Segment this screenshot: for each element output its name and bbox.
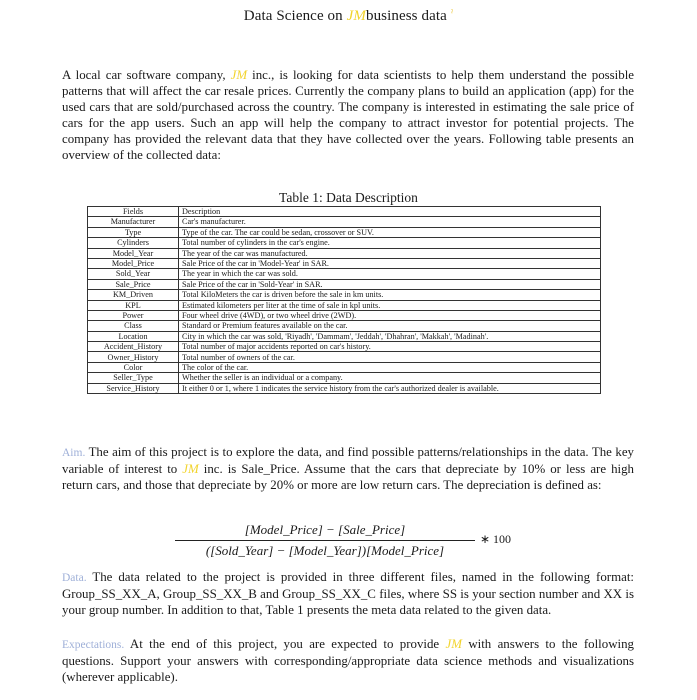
data-paragraph xyxy=(62,569,634,618)
title-suffix: business data xyxy=(365,8,447,24)
table-row xyxy=(88,248,601,258)
field-cell: KM_Driven xyxy=(88,290,179,300)
data-description-table xyxy=(87,206,601,394)
field-cell: Accident_History xyxy=(88,342,179,352)
description-cell: Type of the car. The car could be sedan, crossover or SUV. xyxy=(179,227,601,237)
description-cell: Total number of owners of the car. xyxy=(179,352,601,362)
field-cell: Cylinders xyxy=(88,238,179,248)
field-cell: Sale_Price xyxy=(88,279,179,289)
data-text: The data related to the project is provided in three different files, named in the following format: Group_SS_XX_A, Group_SS_XX_B and Group_SS_XX_C files, where SS is your section number and XX is your group number. In addition to that, Table 1 presents the meta data related to the given data. xyxy=(62,570,634,618)
expectations-paragraph xyxy=(62,636,634,685)
description-cell: It either 0 or 1, where 1 indicates the service history from the car's authorized dealer is available. xyxy=(179,383,601,393)
data-label: Data. xyxy=(62,572,87,584)
title-prefix: Data Science on xyxy=(243,8,343,24)
field-cell: Color xyxy=(88,362,179,372)
table-row xyxy=(88,373,601,383)
jm-highlight: JM xyxy=(182,462,199,477)
table-row xyxy=(88,342,601,352)
sparkle-icon: ˀ xyxy=(450,8,454,18)
intro-paragraph xyxy=(62,67,634,164)
formula-multiplier: ∗ 100 xyxy=(480,532,512,546)
header-fields: Fields xyxy=(88,207,179,217)
intro-text-1: A local car software company, xyxy=(62,68,226,82)
table-row xyxy=(88,217,601,227)
table-row xyxy=(88,331,601,341)
field-cell: Manufacturer xyxy=(88,217,179,227)
table-row xyxy=(88,269,601,279)
jm-highlight: JM xyxy=(445,637,462,651)
table-row xyxy=(88,362,601,372)
field-cell: Sold_Year xyxy=(88,269,179,279)
description-cell: Car's manufacturer. xyxy=(179,217,601,227)
field-cell: Model_Price xyxy=(88,258,179,268)
formula-numerator: [Model_Price] − [Sale_Price] xyxy=(244,522,406,537)
table-row xyxy=(88,258,601,268)
table-row xyxy=(88,300,601,310)
field-cell: KPL xyxy=(88,300,179,310)
field-cell: Service_History xyxy=(88,383,179,393)
table-row xyxy=(88,310,601,320)
description-cell: Sale Price of the car in 'Sold-Year' in SAR. xyxy=(179,279,601,289)
table-row xyxy=(88,227,601,237)
description-cell: Standard or Premium features available on the car. xyxy=(179,321,601,331)
header-description: Description xyxy=(179,207,601,217)
expectations-text-1: At the end of this project, you are expected to provide xyxy=(129,637,440,651)
field-cell: Type xyxy=(88,227,179,237)
description-cell: The color of the car. xyxy=(179,362,601,372)
description-cell: The year of the car was manufactured. xyxy=(179,248,601,258)
jm-highlight: JM xyxy=(346,8,366,24)
description-cell: Total number of cylinders in the car's engine. xyxy=(179,238,601,248)
field-cell: Seller_Type xyxy=(88,373,179,383)
table-header-row xyxy=(88,207,601,217)
field-cell: Power xyxy=(88,310,179,320)
table-row xyxy=(88,321,601,331)
description-cell: Estimated kilometers per liter at the time of sale in kpl units. xyxy=(179,300,601,310)
expectations-label: Expectations. xyxy=(62,639,125,651)
table-caption: Table 1: Data Description xyxy=(279,190,418,205)
formula-fraction xyxy=(175,522,475,559)
field-cell: Class xyxy=(88,321,179,331)
aim-text-2: inc. is Sale_Price. Assume that the cars that depreciate by 10% or less are high return cars, and those that depreciate by 20% or more are low return cars. The depreciation is defined as: xyxy=(62,462,634,493)
aim-text-1: The aim of this project is to explore the data, and find possible patterns/relationships in the data. The key variable of interest to xyxy=(62,445,634,477)
depreciation-formula xyxy=(175,522,535,562)
description-cell: Total number of major accidents reported on car's history. xyxy=(179,342,601,352)
description-cell: Four wheel drive (4WD), or two wheel drive (2WD). xyxy=(179,310,601,320)
formula-denominator: ([Sold_Year] − [Model_Year])[Model_Price] xyxy=(175,540,475,559)
intro-text-2: inc., is looking for data scientists to help them understand the possible patterns that will affect the car resale prices. Currently the company plans to build an application (app) for the used cars that are sold/purchased across the country. The company is interested in estimating the sale price of cars for the app users. Such an app will help the company to attract investor for potential projects. The company has provided the relevant data that they have collected over the years. Following table presents an overview of the collected data: xyxy=(62,68,634,163)
document-title xyxy=(0,8,697,25)
field-cell: Location xyxy=(88,331,179,341)
description-cell: City in which the car was sold, 'Riyadh', 'Dammam', 'Jeddah', 'Dhahran', 'Makkah', 'Madinah'. xyxy=(179,331,601,341)
aim-label: Aim. xyxy=(62,447,86,459)
expectations-text-2: with answers to the following questions. Support your answers with corresponding/appropriate data science methods and visualizations (wherever applicable). xyxy=(62,637,634,685)
table-row xyxy=(88,352,601,362)
table-row xyxy=(88,238,601,248)
description-cell: Whether the seller is an individual or a company. xyxy=(179,373,601,383)
field-cell: Owner_History xyxy=(88,352,179,362)
description-cell: Total KiloMeters the car is driven before the sale in km units. xyxy=(179,290,601,300)
table-row xyxy=(88,279,601,289)
table-row xyxy=(88,383,601,393)
description-cell: The year in which the car was sold. xyxy=(179,269,601,279)
field-cell: Model_Year xyxy=(88,248,179,258)
aim-paragraph xyxy=(62,444,634,493)
table-row xyxy=(88,290,601,300)
description-cell: Sale Price of the car in 'Model-Year' in SAR. xyxy=(179,258,601,268)
jm-highlight: JM xyxy=(230,68,248,82)
